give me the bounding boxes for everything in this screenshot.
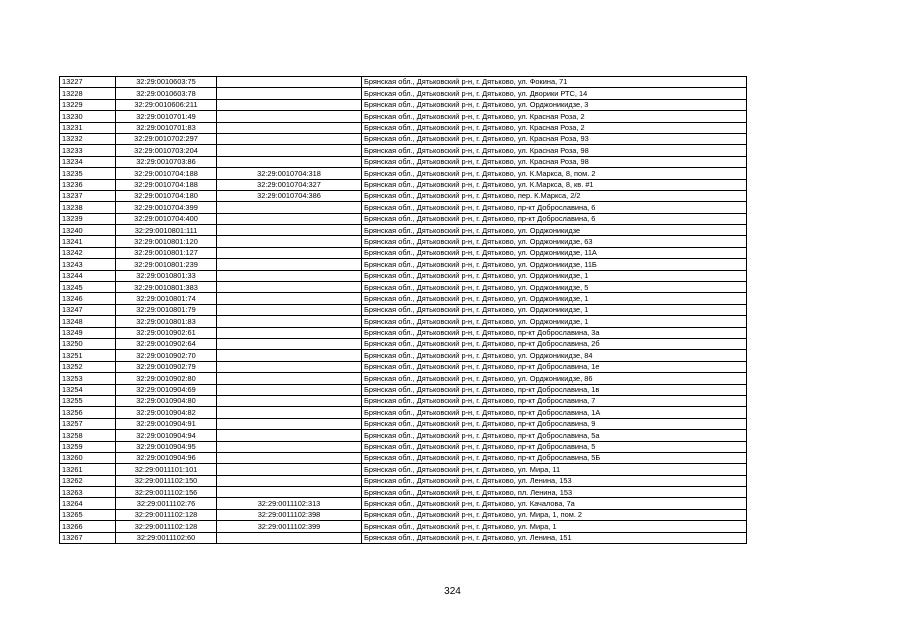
record-number-cell: 13244 — [60, 270, 116, 281]
cadastral-number-cell: 32:29:0010801:383 — [116, 282, 217, 293]
table-row — [60, 122, 747, 133]
record-number-cell: 13241 — [60, 236, 116, 247]
address-cell: Брянская обл., Дятьковский р-н, г. Дятьково, ул. Красная Роза, 2 — [362, 111, 747, 122]
address-cell: Брянская обл., Дятьковский р-н, г. Дятьково, ул. Орджоникидзе, 84 — [362, 350, 747, 361]
cadastral-number-cell: 32:29:0010704:180 — [116, 190, 217, 201]
parent-cadastral-number-cell — [217, 350, 362, 361]
table-row — [60, 304, 747, 315]
address-cell: Брянская обл., Дятьковский р-н, г. Дятьково, пр-кт Доброславина, 1в — [362, 384, 747, 395]
address-cell: Брянская обл., Дятьковский р-н, г. Дятьково, ул. Орджоникидзе, 1 — [362, 293, 747, 304]
table-row — [60, 521, 747, 532]
parent-cadastral-number-cell: 32:29:0010704:386 — [217, 190, 362, 201]
parent-cadastral-number-cell — [217, 395, 362, 406]
table-row — [60, 236, 747, 247]
cadastral-number-cell: 32:29:0010603:75 — [116, 77, 217, 88]
record-number-cell: 13266 — [60, 521, 116, 532]
parent-cadastral-number-cell — [217, 133, 362, 144]
address-cell: Брянская обл., Дятьковский р-н, г. Дятьково, ул. Красная Роза, 93 — [362, 133, 747, 144]
parent-cadastral-number-cell: 32:29:0011102:399 — [217, 521, 362, 532]
record-number-cell: 13248 — [60, 316, 116, 327]
parent-cadastral-number-cell — [217, 156, 362, 167]
registry-table — [59, 76, 747, 544]
cadastral-number-cell: 32:29:0011102:60 — [116, 532, 217, 543]
record-number-cell: 13260 — [60, 452, 116, 463]
table-row — [60, 225, 747, 236]
cadastral-number-cell: 32:29:0010801:83 — [116, 316, 217, 327]
parent-cadastral-number-cell — [217, 407, 362, 418]
parent-cadastral-number-cell — [217, 111, 362, 122]
parent-cadastral-number-cell — [217, 532, 362, 543]
table-row — [60, 156, 747, 167]
table-row — [60, 213, 747, 224]
cadastral-number-cell: 32:29:0010801:127 — [116, 247, 217, 258]
address-cell: Брянская обл., Дятьковский р-н, г. Дятьково, пл. Ленина, 153 — [362, 487, 747, 498]
table-row — [60, 384, 747, 395]
parent-cadastral-number-cell — [217, 88, 362, 99]
table-row — [60, 373, 747, 384]
cadastral-number-cell: 32:29:0010904:80 — [116, 395, 217, 406]
parent-cadastral-number-cell: 32:29:0010704:318 — [217, 168, 362, 179]
address-cell: Брянская обл., Дятьковский р-н, г. Дятьково, пр-кт Доброславина, 2б — [362, 338, 747, 349]
record-number-cell: 13261 — [60, 464, 116, 475]
address-cell: Брянская обл., Дятьковский р-н, г. Дятьково, ул. Мира, 1, пом. 2 — [362, 509, 747, 520]
cadastral-number-cell: 32:29:0010904:82 — [116, 407, 217, 418]
parent-cadastral-number-cell: 32:29:0011102:398 — [217, 509, 362, 520]
record-number-cell: 13242 — [60, 247, 116, 258]
address-cell: Брянская обл., Дятьковский р-н, г. Дятьково, пр-кт Доброславина, 3а — [362, 327, 747, 338]
table-row — [60, 99, 747, 110]
address-cell: Брянская обл., Дятьковский р-н, г. Дятьково, пр-кт Доброславина, 5 — [362, 441, 747, 452]
cadastral-number-cell: 32:29:0010904:96 — [116, 452, 217, 463]
cadastral-number-cell: 32:29:0010904:91 — [116, 418, 217, 429]
parent-cadastral-number-cell — [217, 452, 362, 463]
table-row — [60, 133, 747, 144]
address-cell: Брянская обл., Дятьковский р-н, г. Дятьково, ул. Орджоникидзе, 86 — [362, 373, 747, 384]
table-row — [60, 407, 747, 418]
record-number-cell: 13263 — [60, 487, 116, 498]
record-number-cell: 13238 — [60, 202, 116, 213]
cadastral-number-cell: 32:29:0010704:188 — [116, 168, 217, 179]
parent-cadastral-number-cell — [217, 327, 362, 338]
cadastral-number-cell: 32:29:0011102:128 — [116, 509, 217, 520]
cadastral-number-cell: 32:29:0010902:80 — [116, 373, 217, 384]
cadastral-number-cell: 32:29:0010801:111 — [116, 225, 217, 236]
parent-cadastral-number-cell — [217, 430, 362, 441]
table-row — [60, 259, 747, 270]
cadastral-number-cell: 32:29:0011102:156 — [116, 487, 217, 498]
parent-cadastral-number-cell — [217, 441, 362, 452]
cadastral-number-cell: 32:29:0010801:33 — [116, 270, 217, 281]
table-row — [60, 202, 747, 213]
cadastral-number-cell: 32:29:0011102:76 — [116, 498, 217, 509]
record-number-cell: 13243 — [60, 259, 116, 270]
parent-cadastral-number-cell — [217, 99, 362, 110]
table-row — [60, 179, 747, 190]
record-number-cell: 13236 — [60, 179, 116, 190]
address-cell: Брянская обл., Дятьковский р-н, г. Дятьково, ул. Мира, 11 — [362, 464, 747, 475]
record-number-cell: 13259 — [60, 441, 116, 452]
parent-cadastral-number-cell — [217, 213, 362, 224]
table-row — [60, 282, 747, 293]
address-cell: Брянская обл., Дятьковский р-н, г. Дятьково, пр-кт Доброславина, 1А — [362, 407, 747, 418]
record-number-cell: 13231 — [60, 122, 116, 133]
parent-cadastral-number-cell — [217, 202, 362, 213]
parent-cadastral-number-cell — [217, 145, 362, 156]
table-row — [60, 316, 747, 327]
record-number-cell: 13249 — [60, 327, 116, 338]
address-cell: Брянская обл., Дятьковский р-н, г. Дятьково, ул. Орджоникидзе, 11Б — [362, 259, 747, 270]
record-number-cell: 13254 — [60, 384, 116, 395]
parent-cadastral-number-cell — [217, 236, 362, 247]
table-row — [60, 190, 747, 201]
table-row — [60, 327, 747, 338]
record-number-cell: 13229 — [60, 99, 116, 110]
address-cell: Брянская обл., Дятьковский р-н, г. Дятьково, ул. К.Маркса, 8, кв. #1 — [362, 179, 747, 190]
parent-cadastral-number-cell — [217, 259, 362, 270]
table-row — [60, 145, 747, 156]
parent-cadastral-number-cell — [217, 373, 362, 384]
table-row — [60, 338, 747, 349]
table-row — [60, 88, 747, 99]
table-row — [60, 532, 747, 543]
table-row — [60, 270, 747, 281]
cadastral-number-cell: 32:29:0010902:79 — [116, 361, 217, 372]
cadastral-number-cell: 32:29:0010902:70 — [116, 350, 217, 361]
table-row — [60, 77, 747, 88]
parent-cadastral-number-cell — [217, 122, 362, 133]
address-cell: Брянская обл., Дятьковский р-н, г. Дятьково, ул. Орджоникидзе, 11А — [362, 247, 747, 258]
parent-cadastral-number-cell — [217, 270, 362, 281]
parent-cadastral-number-cell — [217, 247, 362, 258]
record-number-cell: 13267 — [60, 532, 116, 543]
cadastral-number-cell: 32:29:0010704:399 — [116, 202, 217, 213]
table-row — [60, 487, 747, 498]
cadastral-number-cell: 32:29:0010904:69 — [116, 384, 217, 395]
cadastral-number-cell: 32:29:0010704:400 — [116, 213, 217, 224]
parent-cadastral-number-cell — [217, 361, 362, 372]
parent-cadastral-number-cell — [217, 418, 362, 429]
cadastral-number-cell: 32:29:0010703:86 — [116, 156, 217, 167]
cadastral-number-cell: 32:29:0010704:188 — [116, 179, 217, 190]
cadastral-number-cell: 32:29:0011102:128 — [116, 521, 217, 532]
parent-cadastral-number-cell — [217, 304, 362, 315]
record-number-cell: 13233 — [60, 145, 116, 156]
page-number: 324 — [444, 586, 461, 597]
record-number-cell: 13253 — [60, 373, 116, 384]
record-number-cell: 13230 — [60, 111, 116, 122]
table-row — [60, 395, 747, 406]
table-row — [60, 247, 747, 258]
record-number-cell: 13265 — [60, 509, 116, 520]
cadastral-number-cell: 32:29:0010701:49 — [116, 111, 217, 122]
table-row — [60, 293, 747, 304]
address-cell: Брянская обл., Дятьковский р-н, г. Дятьково, ул. Фокина, 71 — [362, 77, 747, 88]
record-number-cell: 13227 — [60, 77, 116, 88]
record-number-cell: 13246 — [60, 293, 116, 304]
cadastral-number-cell: 32:29:0010701:83 — [116, 122, 217, 133]
parent-cadastral-number-cell — [217, 293, 362, 304]
record-number-cell: 13262 — [60, 475, 116, 486]
address-cell: Брянская обл., Дятьковский р-н, г. Дятьково, ул. Качалова, 7а — [362, 498, 747, 509]
address-cell: Брянская обл., Дятьковский р-н, г. Дятьково, ул. Орджоникидзе, 1 — [362, 316, 747, 327]
address-cell: Брянская обл., Дятьковский р-н, г. Дятьково, ул. Мира, 1 — [362, 521, 747, 532]
record-number-cell: 13258 — [60, 430, 116, 441]
table-row — [60, 441, 747, 452]
address-cell: Брянская обл., Дятьковский р-н, г. Дятьково, пер. К.Маркса, 2/2 — [362, 190, 747, 201]
cadastral-number-cell: 32:29:0010606:211 — [116, 99, 217, 110]
parent-cadastral-number-cell — [217, 282, 362, 293]
cadastral-number-cell: 32:29:0011101:101 — [116, 464, 217, 475]
address-cell: Брянская обл., Дятьковский р-н, г. Дятьково, пр-кт Доброславина, 6 — [362, 213, 747, 224]
address-cell: Брянская обл., Дятьковский р-н, г. Дятьково, ул. Орджоникидзе — [362, 225, 747, 236]
cadastral-number-cell: 32:29:0010902:64 — [116, 338, 217, 349]
record-number-cell: 13237 — [60, 190, 116, 201]
address-cell: Брянская обл., Дятьковский р-н, г. Дятьково, ул. К.Маркса, 8, пом. 2 — [362, 168, 747, 179]
cadastral-number-cell: 32:29:0010801:120 — [116, 236, 217, 247]
table-row — [60, 430, 747, 441]
parent-cadastral-number-cell — [217, 475, 362, 486]
table-row — [60, 509, 747, 520]
record-number-cell: 13245 — [60, 282, 116, 293]
record-number-cell: 13232 — [60, 133, 116, 144]
parent-cadastral-number-cell — [217, 225, 362, 236]
cadastral-number-cell: 32:29:0010902:61 — [116, 327, 217, 338]
table-row — [60, 452, 747, 463]
table-row — [60, 498, 747, 509]
record-number-cell: 13234 — [60, 156, 116, 167]
record-number-cell: 13240 — [60, 225, 116, 236]
table-row — [60, 464, 747, 475]
parent-cadastral-number-cell: 32:29:0010704:327 — [217, 179, 362, 190]
cadastral-number-cell: 32:29:0010801:74 — [116, 293, 217, 304]
address-cell: Брянская обл., Дятьковский р-н, г. Дятьково, ул. Орджоникидзе, 1 — [362, 304, 747, 315]
address-cell: Брянская обл., Дятьковский р-н, г. Дятьково, ул. Орджоникидзе, 3 — [362, 99, 747, 110]
parent-cadastral-number-cell — [217, 487, 362, 498]
record-number-cell: 13256 — [60, 407, 116, 418]
registry-table-body — [60, 77, 747, 544]
table-row — [60, 168, 747, 179]
address-cell: Брянская обл., Дятьковский р-н, г. Дятьково, пр-кт Доброславина, 1е — [362, 361, 747, 372]
table-row — [60, 350, 747, 361]
address-cell: Брянская обл., Дятьковский р-н, г. Дятьково, ул. Орджоникидзе, 5 — [362, 282, 747, 293]
cadastral-number-cell: 32:29:0010603:78 — [116, 88, 217, 99]
parent-cadastral-number-cell — [217, 77, 362, 88]
address-cell: Брянская обл., Дятьковский р-н, г. Дятьково, пр-кт Доброславина, 9 — [362, 418, 747, 429]
cadastral-number-cell: 32:29:0010801:79 — [116, 304, 217, 315]
record-number-cell: 13264 — [60, 498, 116, 509]
table-row — [60, 418, 747, 429]
parent-cadastral-number-cell: 32:29:0011102:313 — [217, 498, 362, 509]
cadastral-number-cell: 32:29:0010904:94 — [116, 430, 217, 441]
address-cell: Брянская обл., Дятьковский р-н, г. Дятьково, пр-кт Доброславина, 6 — [362, 202, 747, 213]
cadastral-number-cell: 32:29:0010801:239 — [116, 259, 217, 270]
cadastral-number-cell: 32:29:0011102:150 — [116, 475, 217, 486]
record-number-cell: 13257 — [60, 418, 116, 429]
record-number-cell: 13251 — [60, 350, 116, 361]
record-number-cell: 13239 — [60, 213, 116, 224]
record-number-cell: 13255 — [60, 395, 116, 406]
record-number-cell: 13247 — [60, 304, 116, 315]
address-cell: Брянская обл., Дятьковский р-н, г. Дятьково, пр-кт Доброславина, 5а — [362, 430, 747, 441]
address-cell: Брянская обл., Дятьковский р-н, г. Дятьково, ул. Орджоникидзе, 1 — [362, 270, 747, 281]
record-number-cell: 13252 — [60, 361, 116, 372]
parent-cadastral-number-cell — [217, 316, 362, 327]
address-cell: Брянская обл., Дятьковский р-н, г. Дятьково, ул. Ленина, 151 — [362, 532, 747, 543]
address-cell: Брянская обл., Дятьковский р-н, г. Дятьково, ул. Орджоникидзе, 63 — [362, 236, 747, 247]
address-cell: Брянская обл., Дятьковский р-н, г. Дятьково, ул. Красная Роза, 2 — [362, 122, 747, 133]
address-cell: Брянская обл., Дятьковский р-н, г. Дятьково, ул. Красная Роза, 98 — [362, 156, 747, 167]
cadastral-number-cell: 32:29:0010904:95 — [116, 441, 217, 452]
record-number-cell: 13250 — [60, 338, 116, 349]
table-row — [60, 111, 747, 122]
record-number-cell: 13228 — [60, 88, 116, 99]
parent-cadastral-number-cell — [217, 338, 362, 349]
table-row — [60, 361, 747, 372]
cadastral-number-cell: 32:29:0010703:204 — [116, 145, 217, 156]
cadastral-number-cell: 32:29:0010702:297 — [116, 133, 217, 144]
address-cell: Брянская обл., Дятьковский р-н, г. Дятьково, пр-кт Доброславина, 7 — [362, 395, 747, 406]
address-cell: Брянская обл., Дятьковский р-н, г. Дятьково, ул. Дворики РТС, 14 — [362, 88, 747, 99]
address-cell: Брянская обл., Дятьковский р-н, г. Дятьково, пр-кт Доброславина, 5Б — [362, 452, 747, 463]
address-cell: Брянская обл., Дятьковский р-н, г. Дятьково, ул. Ленина, 153 — [362, 475, 747, 486]
parent-cadastral-number-cell — [217, 384, 362, 395]
parent-cadastral-number-cell — [217, 464, 362, 475]
record-number-cell: 13235 — [60, 168, 116, 179]
table-row — [60, 475, 747, 486]
address-cell: Брянская обл., Дятьковский р-н, г. Дятьково, ул. Красная Роза, 98 — [362, 145, 747, 156]
